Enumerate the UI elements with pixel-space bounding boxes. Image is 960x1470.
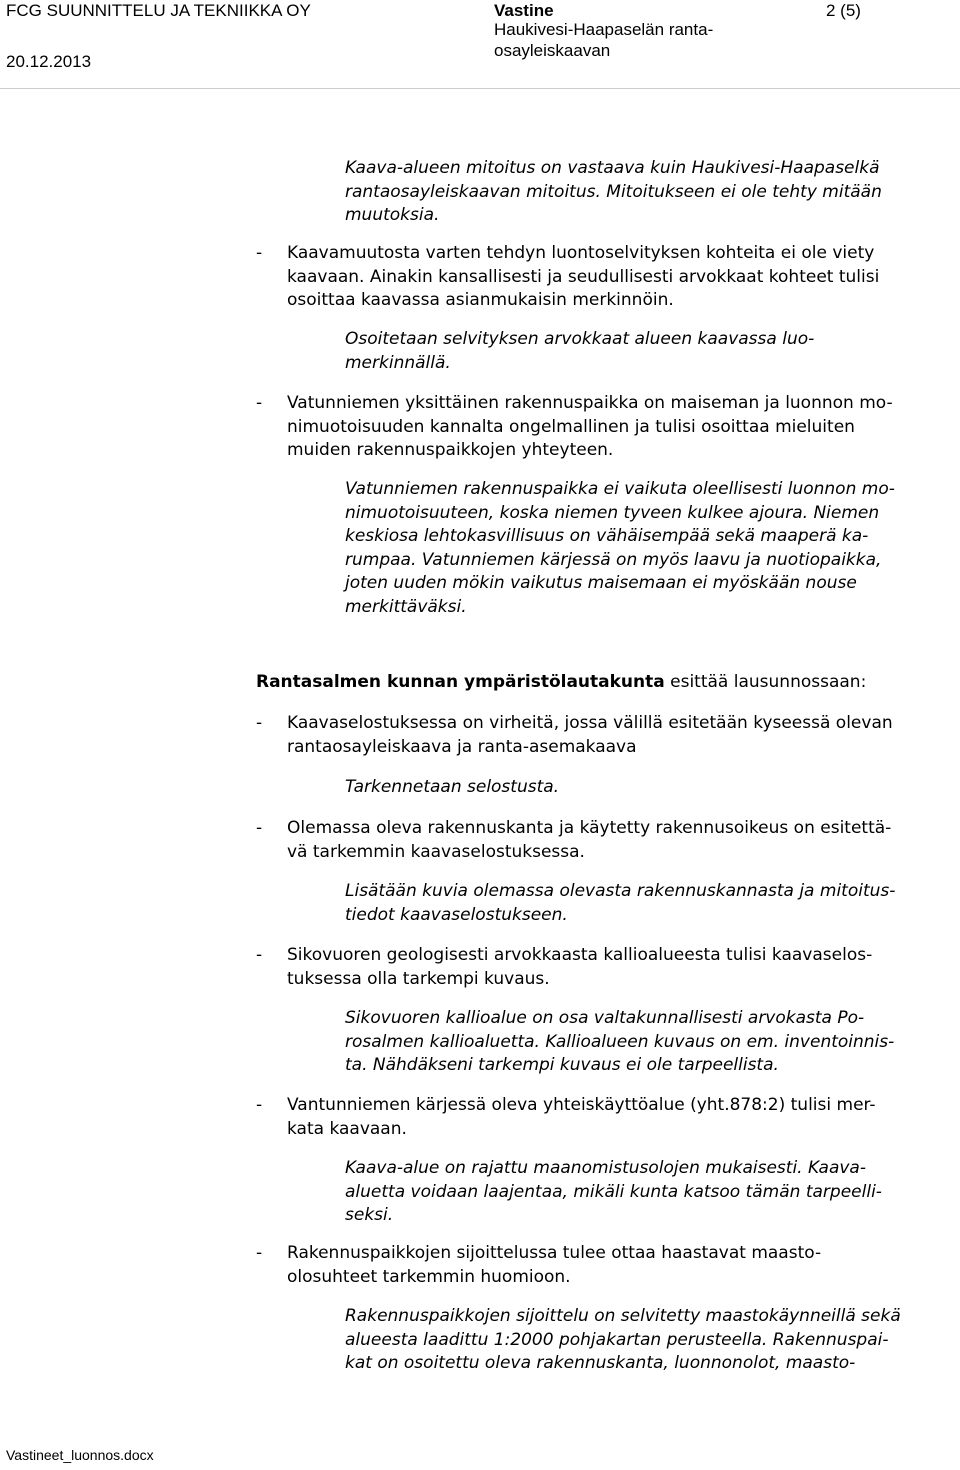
- text-line: muutoksia.: [345, 205, 440, 225]
- response-paragraph: [345, 1007, 894, 1078]
- text-line: nimuotoisuuteen, koska niemen tyveen kulkee ajoura. Niemen: [345, 502, 880, 523]
- text-line: Rakennuspaikkojen sijoittelu on selvitetty maastokäynneillä sekä: [345, 1306, 901, 1326]
- text-line: osoittaa kaavassa asianmukaisin merkinnöin.: [287, 290, 674, 310]
- text-line: kaavaan. Ainakin kansallisesti ja seudullisesti arvokkaat kohteet tulisi: [287, 266, 880, 287]
- text-line: nimuotoisuuden kannalta ongelmallinen ja tulisi osoittaa mieluiten: [287, 416, 855, 437]
- document-title: Vastine: [494, 1, 554, 20]
- text-line: seksi.: [345, 1205, 394, 1225]
- comment-paragraph: [287, 392, 893, 463]
- text-line: rumpaa. Vatunniemen kärjessä on myös laavu ja nuotiopaikka,: [345, 549, 882, 570]
- text-line: rantaosayleiskaavan mitoitus. Mitoitukseen ei ole tehty mitään: [345, 181, 882, 202]
- text-line: merkittäväksi.: [345, 596, 467, 617]
- text-line: kat on osoitettu oleva rakennuskanta, luonnonolot, maasto-: [345, 1353, 856, 1373]
- text-line: Lisätään kuvia olemassa olevasta rakennuskannasta ja mitoitus-: [345, 881, 896, 901]
- page-number: 2 (5): [826, 1, 861, 20]
- document-date: 20.12.2013: [6, 52, 92, 71]
- text-line: Tarkennetaan selostusta.: [345, 777, 560, 797]
- subject-line: osayleiskaavan: [494, 41, 611, 60]
- comment-paragraph: [287, 1242, 821, 1289]
- comment-paragraph: [287, 1094, 876, 1141]
- response-paragraph: [345, 478, 895, 619]
- subject-line: Haukivesi-Haapaselän ranta-: [494, 20, 714, 39]
- text-line: rosalmen kallioaluetta. Kallioalueen kuvaus on em. inventoinnis-: [345, 1031, 895, 1052]
- list-dash: -: [256, 1095, 263, 1115]
- text-line: vä tarkemmin kaavaselostuksessa.: [287, 841, 585, 862]
- text-line: Kaavamuutosta varten tehdyn luontoselvityksen kohteita ei ole viety: [287, 243, 875, 263]
- list-dash: -: [256, 243, 263, 263]
- header-divider: [0, 88, 960, 89]
- text-line: tiedot kaavaselostukseen.: [345, 904, 568, 925]
- text-line: tuksessa olla tarkempi kuvaus.: [287, 968, 550, 989]
- text-line: Sikovuoren kallioalue on osa valtakunnallisesti arvokasta Po-: [345, 1008, 865, 1028]
- response-paragraph: [345, 1157, 882, 1228]
- text-line: Vatunniemen yksittäinen rakennuspaikka on maiseman ja luonnon mo-: [287, 393, 893, 413]
- comment-paragraph: [287, 242, 879, 313]
- list-dash: -: [256, 818, 263, 838]
- comment-paragraph: [287, 944, 872, 991]
- comment-paragraph: [287, 712, 893, 759]
- text-line: Kaava-alue on rajattu maanomistusolojen mukaisesti. Kaava-: [345, 1158, 866, 1178]
- response-paragraph: [345, 328, 814, 375]
- company-name: FCG SUUNNITTELU JA TEKNIIKKA OY: [6, 1, 311, 20]
- response-paragraph: [345, 880, 895, 927]
- text-line: alueesta laadittu 1:2000 pohjakartan perusteella. Rakennuspai-: [345, 1329, 889, 1350]
- text-line: Vatunniemen rakennuspaikka ei vaikuta oleellisesti luonnon mo-: [345, 479, 895, 499]
- list-dash: -: [256, 1243, 263, 1263]
- text-line: Osoitetaan selvityksen arvokkaat alueen kaavassa luo-: [345, 329, 815, 349]
- footer-filename: Vastineet_luonnos.docx: [6, 1447, 154, 1463]
- text-line: rantaosayleiskaava ja ranta-asemakaava: [287, 736, 637, 757]
- section-heading-organization: Rantasalmen kunnan ympäristölautakunta: [256, 672, 665, 692]
- text-line: muiden rakennuspaikkojen yhteyteen.: [287, 440, 614, 460]
- text-line: merkinnällä.: [345, 352, 451, 373]
- document-subject: [494, 19, 744, 61]
- comment-paragraph: [287, 817, 891, 864]
- text-line: keskiosa lehtokasvillisuus on vähäisempää sekä maaperä ka-: [345, 526, 869, 546]
- section-heading-rest: esittää lausunnossaan:: [664, 672, 867, 692]
- text-line: Sikovuoren geologisesti arvokkaasta kallioalueesta tulisi kaavaselos-: [287, 945, 873, 965]
- list-dash: -: [256, 713, 263, 733]
- list-dash: -: [256, 945, 263, 965]
- text-line: aluetta voidaan laajentaa, mikäli kunta katsoo tämän tarpeelli-: [345, 1181, 882, 1202]
- response-paragraph: [345, 776, 559, 800]
- text-line: Rakennuspaikkojen sijoittelussa tulee ottaa haastavat maasto-: [287, 1243, 822, 1263]
- text-line: Vantunniemen kärjessä oleva yhteiskäyttöalue (yht.878:2) tulisi mer-: [287, 1095, 876, 1115]
- response-paragraph: [345, 1305, 901, 1376]
- response-paragraph: [345, 157, 882, 228]
- text-line: Olemassa oleva rakennuskanta ja käytetty rakennusoikeus on esitettä-: [287, 818, 892, 838]
- text-line: Kaava-alueen mitoitus on vastaava kuin Haukivesi-Haapaselkä: [345, 158, 880, 178]
- text-line: joten uuden mökin vaikutus maisemaan ei myöskään nouse: [345, 573, 857, 593]
- section-heading: [256, 671, 866, 695]
- text-line: olosuhteet tarkemmin huomioon.: [287, 1266, 571, 1287]
- text-line: ta. Nähdäkseni tarkempi kuvaus ei ole tarpeellista.: [345, 1055, 779, 1075]
- list-dash: -: [256, 393, 263, 413]
- text-line: Kaavaselostuksessa on virheitä, jossa välillä esitetään kyseessä olevan: [287, 713, 893, 733]
- text-line: kata kaavaan.: [287, 1118, 407, 1139]
